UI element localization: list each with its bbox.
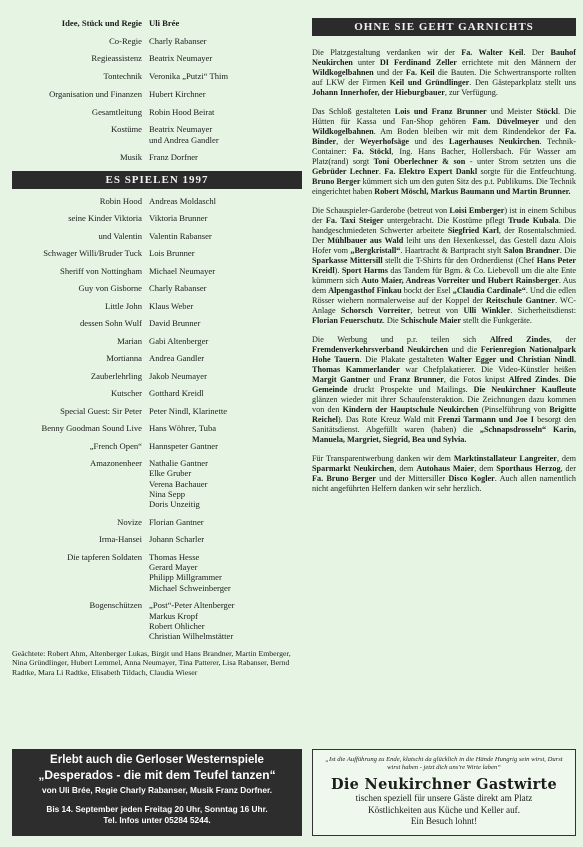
cast-role: Sheriff von Nottingham xyxy=(60,265,142,276)
cast-row xyxy=(12,534,302,544)
crew-row xyxy=(12,124,302,145)
cast-role: Kutscher xyxy=(110,388,142,399)
crew-role: Organisation und Finanzen xyxy=(49,88,142,99)
cast-role: und Valentin xyxy=(98,230,142,241)
gastwirte-line-2: Köstlichkeiten aus Küche und Keller auf. xyxy=(367,804,521,815)
cast-name: Elke Gruber xyxy=(149,468,192,479)
cast-row xyxy=(12,353,302,363)
crew-name xyxy=(149,152,302,162)
crew-name-line: Charly Rabanser xyxy=(149,35,207,46)
cast-names xyxy=(149,441,302,451)
crew-row xyxy=(12,18,302,28)
cast-role: Die tapferen Soldaten xyxy=(67,551,142,562)
crew-name-line: Beatrix Neumayer xyxy=(149,53,213,64)
thanks-heading: OHNE SIE GEHT GARNICHTS xyxy=(312,18,576,36)
cast-row xyxy=(12,318,302,328)
thanks-paragraph: Die Werbung und p.r. teilen sich Alfred Zindes, der Fremdenverkehrsverband Neukirchen und die Ferienregion Nationalpark Hohe Tauern. Die Plakate gestalteten Walter Egger und Christian Nindl. Thomas Kammerlander war Chefplakatierer. Die Video-Künstler heißen Margit Gantner und Franz Brunner, die Fotos knipst Alfred Zindes. Die Gemeinde druckt Prospekte und Mailings. Die Neukirchner Kaufleute glänzen wieder mit ihrer Schaufensteraktion. Die Zeichnungen dazu kommen von den Kindern der Hauptschule Neukirchen (Pinselführung von Brigitte Reichel). Das Rote Kreuz Wald mit Frenzi Tarmann und Joe I besorgt den Sanitätsdienst. Abgefüllt waren (haben) die „Schnapsdrosseln“ Karin, Manuela, Margriet, Siegrid, Bea und Sylvia. xyxy=(312,335,577,444)
cast-name: Jakob Neumayer xyxy=(149,370,207,381)
crew-name xyxy=(149,89,302,99)
cast-row xyxy=(12,406,302,416)
ad-schedule: Bis 14. September jeden Freitag 20 Uhr, Sonntag 16 Uhr. xyxy=(46,804,268,814)
cast-row xyxy=(12,301,302,311)
cast-role: Amazonenheer xyxy=(89,458,142,469)
cast-role: Novize xyxy=(117,516,142,527)
ad-credits: von Uli Brée, Regie Charly Rabanser, Musik Franz Dorfner. xyxy=(41,785,273,795)
crew-role: Co-Regie xyxy=(109,35,142,46)
cast-name: Johann Scharler xyxy=(149,534,205,545)
cast-name: Gerard Mayer xyxy=(149,562,198,573)
ad-title: „Desperados - die mit dem Teufel tanzen“ xyxy=(38,768,276,782)
cast-name: Gotthard Kreidl xyxy=(149,388,204,399)
ad-phone: Tel. Infos unter 05284 5244. xyxy=(103,814,211,825)
cast-role: Bogenschützen xyxy=(89,600,142,611)
cast-row xyxy=(12,517,302,527)
cast-name: Michael Neumayer xyxy=(149,265,216,276)
cast-name: Michael Schweinberger xyxy=(149,582,231,593)
crew-role: Regieassistenz xyxy=(91,53,142,64)
cast-row xyxy=(12,441,302,451)
crew-name xyxy=(149,18,302,28)
cast-name: Hannspeter Gantner xyxy=(149,440,218,451)
cast-names xyxy=(149,213,302,223)
cast-role: seine Kinder Viktoria xyxy=(68,213,142,224)
crew-name-line: Franz Dorfner xyxy=(149,152,198,163)
cast-name: Klaus Weber xyxy=(149,300,194,311)
cast-role: Special Guest: Sir Peter xyxy=(60,405,142,416)
cast-name: Christian Wilhelmstätter xyxy=(149,631,234,642)
cast-names xyxy=(149,600,302,641)
cast-name: Philipp Millgrammer xyxy=(149,572,222,583)
cast-row xyxy=(12,231,302,241)
crew-row xyxy=(12,71,302,81)
cast-role: Guy von Gisborne xyxy=(78,283,142,294)
cast-name: Nina Sepp xyxy=(149,488,186,499)
cast-name: Valentin Rabanser xyxy=(149,230,212,241)
crew-row xyxy=(12,89,302,99)
crew-name xyxy=(149,107,302,117)
cast-row xyxy=(12,423,302,433)
cast-heading: ES SPIELEN 1997 xyxy=(12,171,302,189)
cast-names xyxy=(149,458,302,510)
crew-row xyxy=(12,107,302,117)
cast-row xyxy=(12,458,302,510)
cast-role: Mortianna xyxy=(106,353,142,364)
cast-names xyxy=(149,353,302,363)
cast-name: Markus Kropf xyxy=(149,610,198,621)
thanks-paragraph: Für Transparentwerbung danken wir dem Marktinstallateur Langreiter, dem Sparmarkt Neukirchen, dem Autohaus Maier, dem Sporthaus Herzog, der Fa. Bruno Berger und der Mittersiller Disco Kogler. Auch allen namentlich nicht angeführten Helfern danken wir sehr herzlich. xyxy=(312,454,577,493)
cast-name: Gabi Altenberger xyxy=(149,335,209,346)
cast-names xyxy=(149,517,302,527)
cast-row xyxy=(12,213,302,223)
cast-name: „Post“-Peter Altenberger xyxy=(149,600,235,611)
cast-list xyxy=(12,196,302,642)
cast-name: Doris Unzeitig xyxy=(149,499,200,510)
cast-row xyxy=(12,552,302,593)
gastwirte-ad xyxy=(312,749,576,836)
crew-name-line: Veronika „Putzi“ Thim xyxy=(149,71,229,82)
crew-name xyxy=(149,71,302,81)
cast-name: Charly Rabanser xyxy=(149,283,207,294)
crew-name xyxy=(149,53,302,63)
crew-name-line: Beatrix Neumayer xyxy=(149,124,213,135)
crew-row xyxy=(12,152,302,162)
cast-row xyxy=(12,600,302,641)
westernspiele-ad xyxy=(12,749,302,836)
cast-names xyxy=(149,423,302,433)
cast-names xyxy=(149,248,302,258)
cast-row xyxy=(12,371,302,381)
credits-column xyxy=(12,18,302,678)
gastwirte-brand: Die Neukirchner Gastwirte xyxy=(330,776,558,794)
cast-name: Thomas Hesse xyxy=(149,551,200,562)
cast-names xyxy=(149,301,302,311)
crew-name-line: Robin Hood Beirat xyxy=(149,106,215,117)
cast-role: Irma-Hansei xyxy=(99,534,142,545)
crew-role: Gesamtleitung xyxy=(91,106,142,117)
crew-role: Musik xyxy=(120,152,142,163)
crew-name-line: Uli Brée xyxy=(149,18,180,28)
cast-name: Verena Bachauer xyxy=(149,478,208,489)
thanks-paragraphs xyxy=(312,48,576,494)
cast-role: „French Open“ xyxy=(89,440,142,451)
thanks-paragraph: Die Schauspieler-Garderobe (betreut von Loisi Emberger) ist in einem Schibus der Fa. Taxi Steiger untergebracht. Die Kostüme pflegt Trude Kubala. Die handgeschmiedeten Schwerter arbeitete Siegfried Karl, der Rosentalschmied. Der Mühlbauer aus Wald leiht uns den Hexenkessel, das Gestell dazu Alois Hofer vom „Bergkristall“. Haartracht & Bartpracht stylt Salon Brandner. Die Sparkasse Mittersill stellt die T-Shirts für den Ordnerdienst (Chef Hans Peter Kreidl). Sport Harms das Tandem für Bgm. & Co. Liebevoll um die alte Ente kümmern sich Auto Maier, Andreas Vorreiter und Hubert Rainsberger. Aus dem Alpengasthof Finkau bockt der Esel „Claudia Cardinale“. Und die edlen Rösser wiehern normalerweise auf der Koppel der Reitschule Gantner. WC-Anlage Schorsch Vorreiter, betreut von Ulli Winkler. Sicherheitsdienst: Florian Feuerschutz. Die Schischule Maier stellt die Funkgeräte. xyxy=(312,206,577,325)
cast-names xyxy=(149,283,302,293)
cast-name: Viktoria Brunner xyxy=(149,213,208,224)
thanks-paragraph: Die Platzgestaltung verdanken wir der Fa. Walter Keil. Der Bauhof Neukirchen unter DI Ferdinand Zeller errichtete mit den Männern der Wildkogelbahnen und der Fa. Keil die Bauten. Die Schwertransporte rollten auf LKW der Firmen Keil und Gründlinger. Den Gästeparkplatz stellt uns Johann Innerhofer, der Hieburgbauer, zur Verfügung. xyxy=(312,48,576,97)
cast-names xyxy=(149,266,302,276)
gastwirte-quote: „Ist die Aufführung zu Ende, klatscht da glücklich in die Hände Hungrig sein wirst, Durst wirst haben - jetzt dich uns're Wirte laben“ xyxy=(325,756,563,772)
ad-dates xyxy=(12,804,302,826)
crew-row xyxy=(12,36,302,46)
cast-name: Lois Brunner xyxy=(149,248,195,259)
thanks-column xyxy=(312,18,576,503)
cast-role: Robin Hood xyxy=(99,195,142,206)
crew-name xyxy=(149,36,302,46)
crew-role: Idee, Stück und Regie xyxy=(61,18,142,28)
cast-names xyxy=(149,231,302,241)
cast-row xyxy=(12,266,302,276)
cast-role: Benny Goodman Sound Live xyxy=(41,423,142,434)
crew-name-line: Hubert Kirchner xyxy=(149,88,206,99)
cast-name: David Brunner xyxy=(149,318,201,329)
cast-row xyxy=(12,283,302,293)
crew-list xyxy=(12,18,302,163)
crew-row xyxy=(12,53,302,63)
cast-names xyxy=(149,318,302,328)
cast-names xyxy=(149,406,302,416)
cast-name: Andrea Gandler xyxy=(149,353,205,364)
cast-row xyxy=(12,336,302,346)
cast-names xyxy=(149,196,302,206)
gastwirte-line-3: Ein Besuch lohnt! xyxy=(410,816,478,827)
crew-role: Tontechnik xyxy=(103,71,142,82)
thanks-paragraph: Das Schloß gestalteten Lois und Franz Brunner und Meister Stöckl. Die Hütten für Kassa und Fan-Shop gehören Fam. Düvelmeyer und den Wildkogelbahnen. Am Boden bleiben wir mit dem Rindendekor der Fa. Binder, der Weyerhofsäge und des Lagerhauses Neukirchen. Technik-Container: Fa. Stöckl, Ing. Hans Bacher, Hollersbach. Für Wasser am Platz(rand) sorgt Toni Oberlechner & son - unter Strom setzten uns die Gebrüder Lechner. Fa. Elektro Expert Dankl sorgte für die Entfeuchtung. Bruno Berger kümmert sich um den guten Sitz des p.t. Publikums. Die Technik eingerichtet haben Robert Möschl, Markus Baumann und Martin Brunner. xyxy=(312,107,577,196)
ad-headline: Erlebt auch die Gerloser Westernspiele xyxy=(50,754,264,766)
cast-row xyxy=(12,196,302,206)
cast-names xyxy=(149,388,302,398)
cast-row xyxy=(12,388,302,398)
cast-name: Florian Gantner xyxy=(149,516,204,527)
cast-name: Hans Wöhrer, Tuba xyxy=(149,423,217,434)
crew-role: Kostüme xyxy=(110,124,142,135)
cast-name: Andreas Moldaschl xyxy=(149,195,217,206)
cast-role: Marian xyxy=(117,335,142,346)
cast-role: Little John xyxy=(105,300,142,311)
cast-names xyxy=(149,336,302,346)
cast-names xyxy=(149,371,302,381)
crew-name xyxy=(149,124,302,145)
geaechtete-note: Geächtete: Robert Ahm, Altenberger Lukas, Birgit und Hans Brandner, Martin Emberger, Nina Gründlinger, Hubert Lemmel, Anna Neumayer, Tina Patterer, Lisa Rabanser, Bernd Radtke, Mara Li Radtke, Elisabeth Tildach, Claudia Wieser xyxy=(12,648,291,678)
crew-name-line: und Andrea Gandler xyxy=(149,134,219,145)
cast-row xyxy=(12,248,302,258)
cast-names xyxy=(149,552,302,593)
gastwirte-line-1: tischen speziell für unsere Gäste direkt am Platz xyxy=(355,793,533,804)
cast-role: dessen Sohn Wulf xyxy=(79,318,142,329)
cast-role: Schwager Willi/Bruder Tuck xyxy=(43,248,142,259)
cast-name: Peter Nindl, Klarinette xyxy=(149,405,228,416)
cast-names xyxy=(149,534,302,544)
cast-role: Zauberlehrling xyxy=(90,370,142,381)
cast-name: Nathalie Gantner xyxy=(149,458,208,469)
cast-name: Robert Ohlicher xyxy=(149,620,205,631)
